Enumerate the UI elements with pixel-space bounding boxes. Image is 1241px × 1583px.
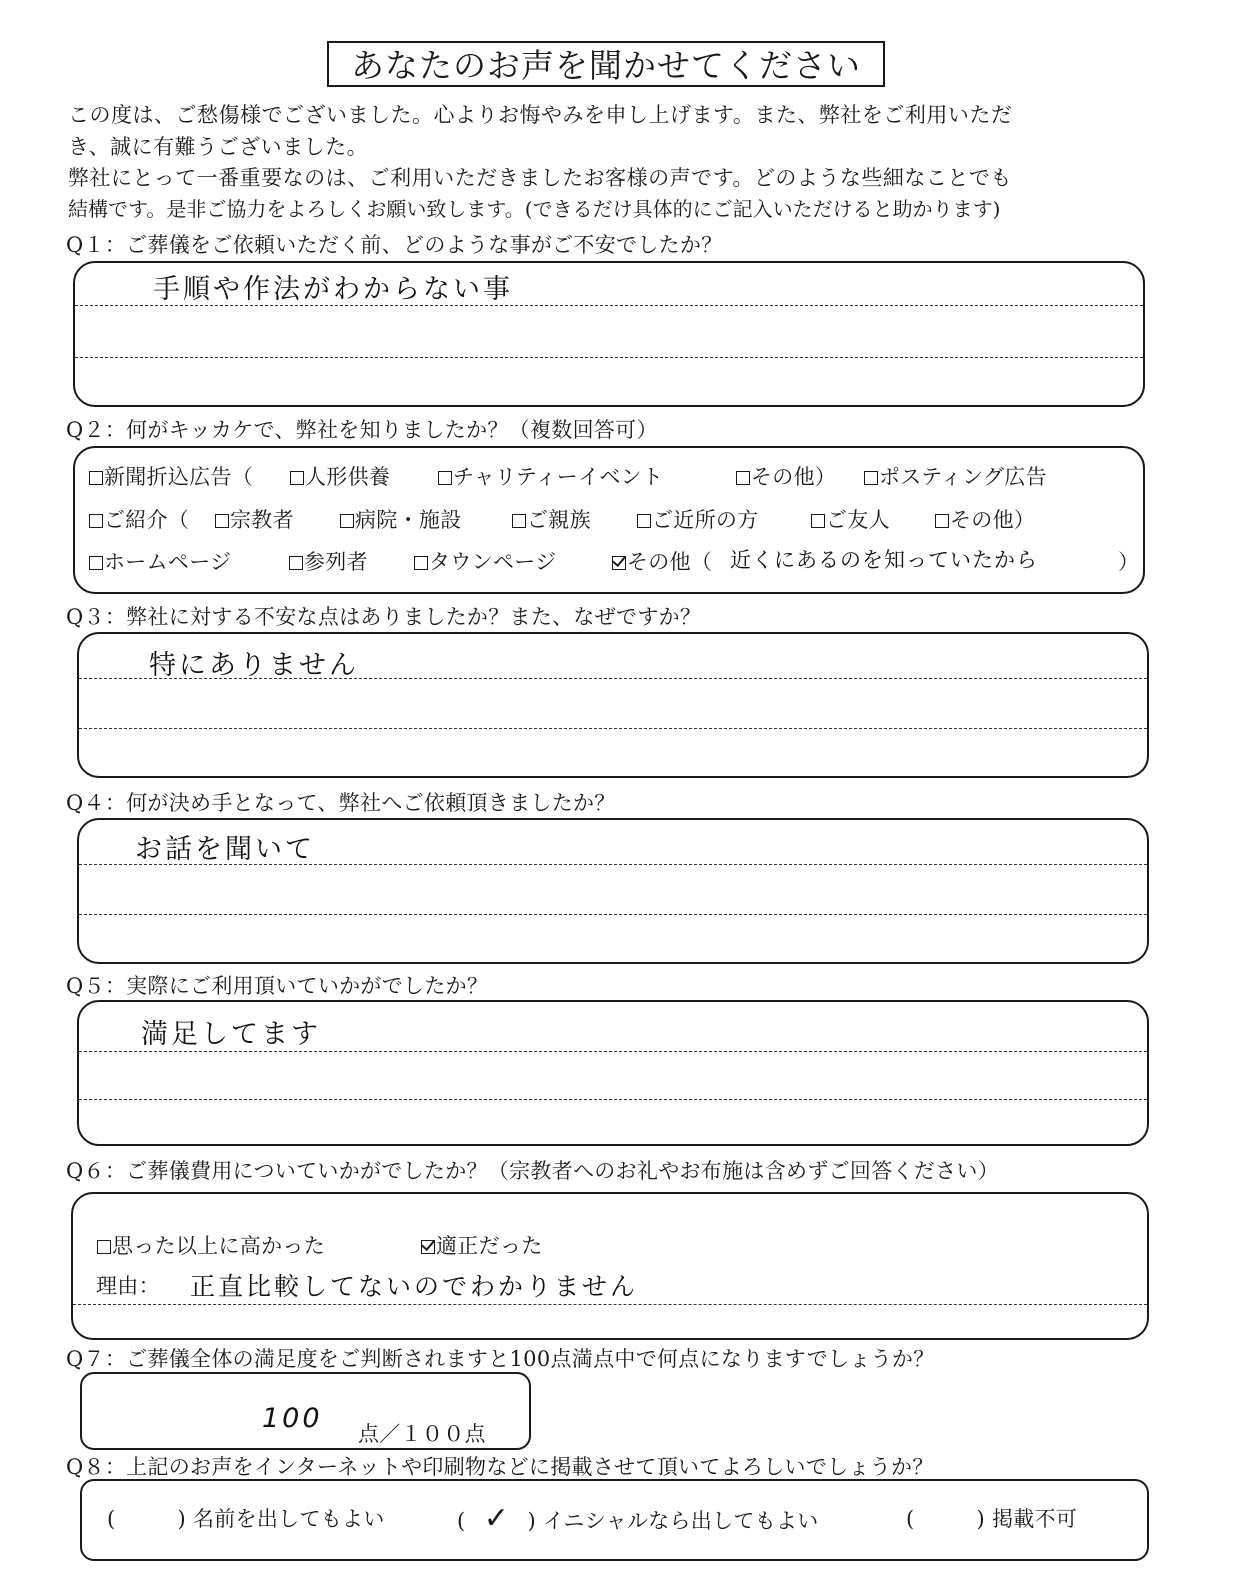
q2-opt-relatives[interactable]: ご親族 [512,507,591,533]
q3-answer-text: 特にありません [149,650,359,681]
q1-dashed-line-2 [75,357,1143,358]
intro-line-2: き、誠に有難うございました。 [68,135,369,159]
q8-opt-name-ok[interactable]: ( ) 名前を出してもよい [107,1507,385,1531]
checkbox-icon[interactable] [289,556,303,570]
q4-answer-box[interactable] [77,818,1149,964]
q1-question: Q１：ご葬儀をご依頼いただく前、どのような事がご不安でしたか？ [66,233,723,257]
q1-answer-text: 手順や作法がわからない事 [153,274,513,305]
intro-line-1: この度は、ご愁傷様でございました。心よりお悔やみを申し上げます。また、弊社をご利用いただ [68,103,1013,127]
q2-other-answer: 近くにあるのを知っていたから [730,548,1038,572]
q2-opt-other-1[interactable]: その他） [736,464,836,490]
checkbox-icon[interactable] [414,556,428,570]
q2-opt-other-2[interactable]: その他） [935,507,1035,533]
q2-opt-townpage[interactable]: タウンページ [414,549,556,575]
q2-opt-charity-event[interactable]: チャリティーイベント [438,464,663,490]
checkbox-icon[interactable] [89,471,103,485]
checkbox-icon[interactable] [290,471,304,485]
checkbox-icon[interactable] [935,514,949,528]
q6-opt-reasonable[interactable]: 適正だった [421,1233,543,1259]
q6-reason-text: 正直比較してないのでわかりません [190,1272,639,1301]
q7-score-value: 100 [262,1403,323,1434]
q8-question: Q８：上記のお声をインターネットや印刷物などに掲載させて頂いてよろしいでしょうか？ [66,1455,934,1479]
q6-opt-too-expensive[interactable]: 思った以上に高かった [97,1233,325,1259]
q2-opt-religious[interactable]: 宗教者 [215,507,294,533]
q5-dashed-line-2 [79,1099,1147,1100]
checkbox-icon[interactable] [89,514,103,528]
q2-opt-homepage[interactable]: ホームページ [89,549,231,575]
q8-paren-open: ( [906,1507,915,1531]
q8-paren-open: ( [457,1509,466,1533]
checkbox-icon[interactable] [864,471,878,485]
q6-answer-box [71,1192,1149,1340]
checkbox-icon[interactable] [736,471,750,485]
checkbox-icon[interactable] [637,514,651,528]
q2-question: Q２：何がキッカケで、弊社を知りましたか？（複数回答可） [66,418,658,442]
checked-checkbox-icon[interactable] [612,556,626,570]
q8-paren-close: ) [177,1507,186,1531]
q7-question: Q７：ご葬儀全体の満足度をご判断されますと100点満点中で何点になりますでしょうか？ [66,1347,935,1371]
q2-opt-newspaper[interactable]: 新聞折込広告（ [89,464,253,490]
checkbox-icon[interactable] [512,514,526,528]
q4-question: Q４：何が決め手となって、弊社へご依頼頂きましたか？ [66,791,616,815]
q8-paren-close: ) [976,1507,985,1531]
checkbox-icon[interactable] [811,514,825,528]
q6-reason-label: 理由： [96,1274,160,1298]
checkbox-icon[interactable] [340,514,354,528]
q3-question: Q３：弊社に対する不安な点はありましたか？また、なぜですか？ [66,605,702,629]
q2-opt-referral[interactable]: ご紹介（ [89,507,189,533]
check-mark-icon[interactable]: ✓ [483,1501,510,1536]
q2-other-close-paren: ） [1118,550,1140,574]
checked-checkbox-icon[interactable] [421,1240,435,1254]
q6-dashed-line [73,1304,1147,1305]
q2-opt-other-3[interactable]: その他（ [612,549,712,575]
q6-question: Q６：ご葬儀費用についていかがでしたか？（宗教者へのお礼やお布施は含めずご回答ください） [66,1159,999,1183]
q1-answer-box[interactable] [73,261,1145,407]
q4-answer-text: お話を聞いて [135,834,315,865]
q8-opt-initials-ok[interactable]: ( ✓ ) イニシャルなら出してもよい [457,1501,819,1536]
survey-title: あなたのお声を聞かせてください [327,41,885,87]
checkbox-icon[interactable] [89,556,103,570]
q8-paren-close: ) [527,1509,536,1533]
q2-opt-friends[interactable]: ご友人 [811,507,890,533]
q2-opt-posting-ad[interactable]: ポスティング広告 [864,464,1047,490]
q2-opt-neighbors[interactable]: ご近所の方 [637,507,759,533]
q5-question: Q５：実際にご利用頂いていかがでしたか？ [66,974,489,998]
checkbox-icon[interactable] [97,1240,111,1254]
q8-paren-open: ( [107,1507,116,1531]
checkbox-icon[interactable] [215,514,229,528]
q3-dashed-line-2 [79,728,1147,729]
checkbox-icon[interactable] [438,471,452,485]
intro-line-4: 結構です。是非ご協力をよろしくお願い致します。(できるだけ具体的にご記入いただけると助かります) [68,197,1001,221]
q8-opt-no-publish[interactable]: ( ) 掲載不可 [906,1507,1078,1531]
q2-opt-hospital[interactable]: 病院・施設 [340,507,462,533]
q2-opt-attendee[interactable]: 参列者 [289,549,368,575]
q5-answer-box[interactable] [77,1000,1149,1146]
intro-line-3: 弊社にとって一番重要なのは、ご利用いただきましたお客様の声です。どのような些細なことでも [68,166,1012,190]
q4-dashed-line-2 [79,914,1147,915]
q3-answer-box[interactable] [77,632,1149,778]
q2-opt-doll-memorial[interactable]: 人形供養 [290,464,390,490]
q5-answer-text: 満足してます [141,1019,321,1050]
q7-score-suffix: 点／１００点 [358,1422,486,1446]
